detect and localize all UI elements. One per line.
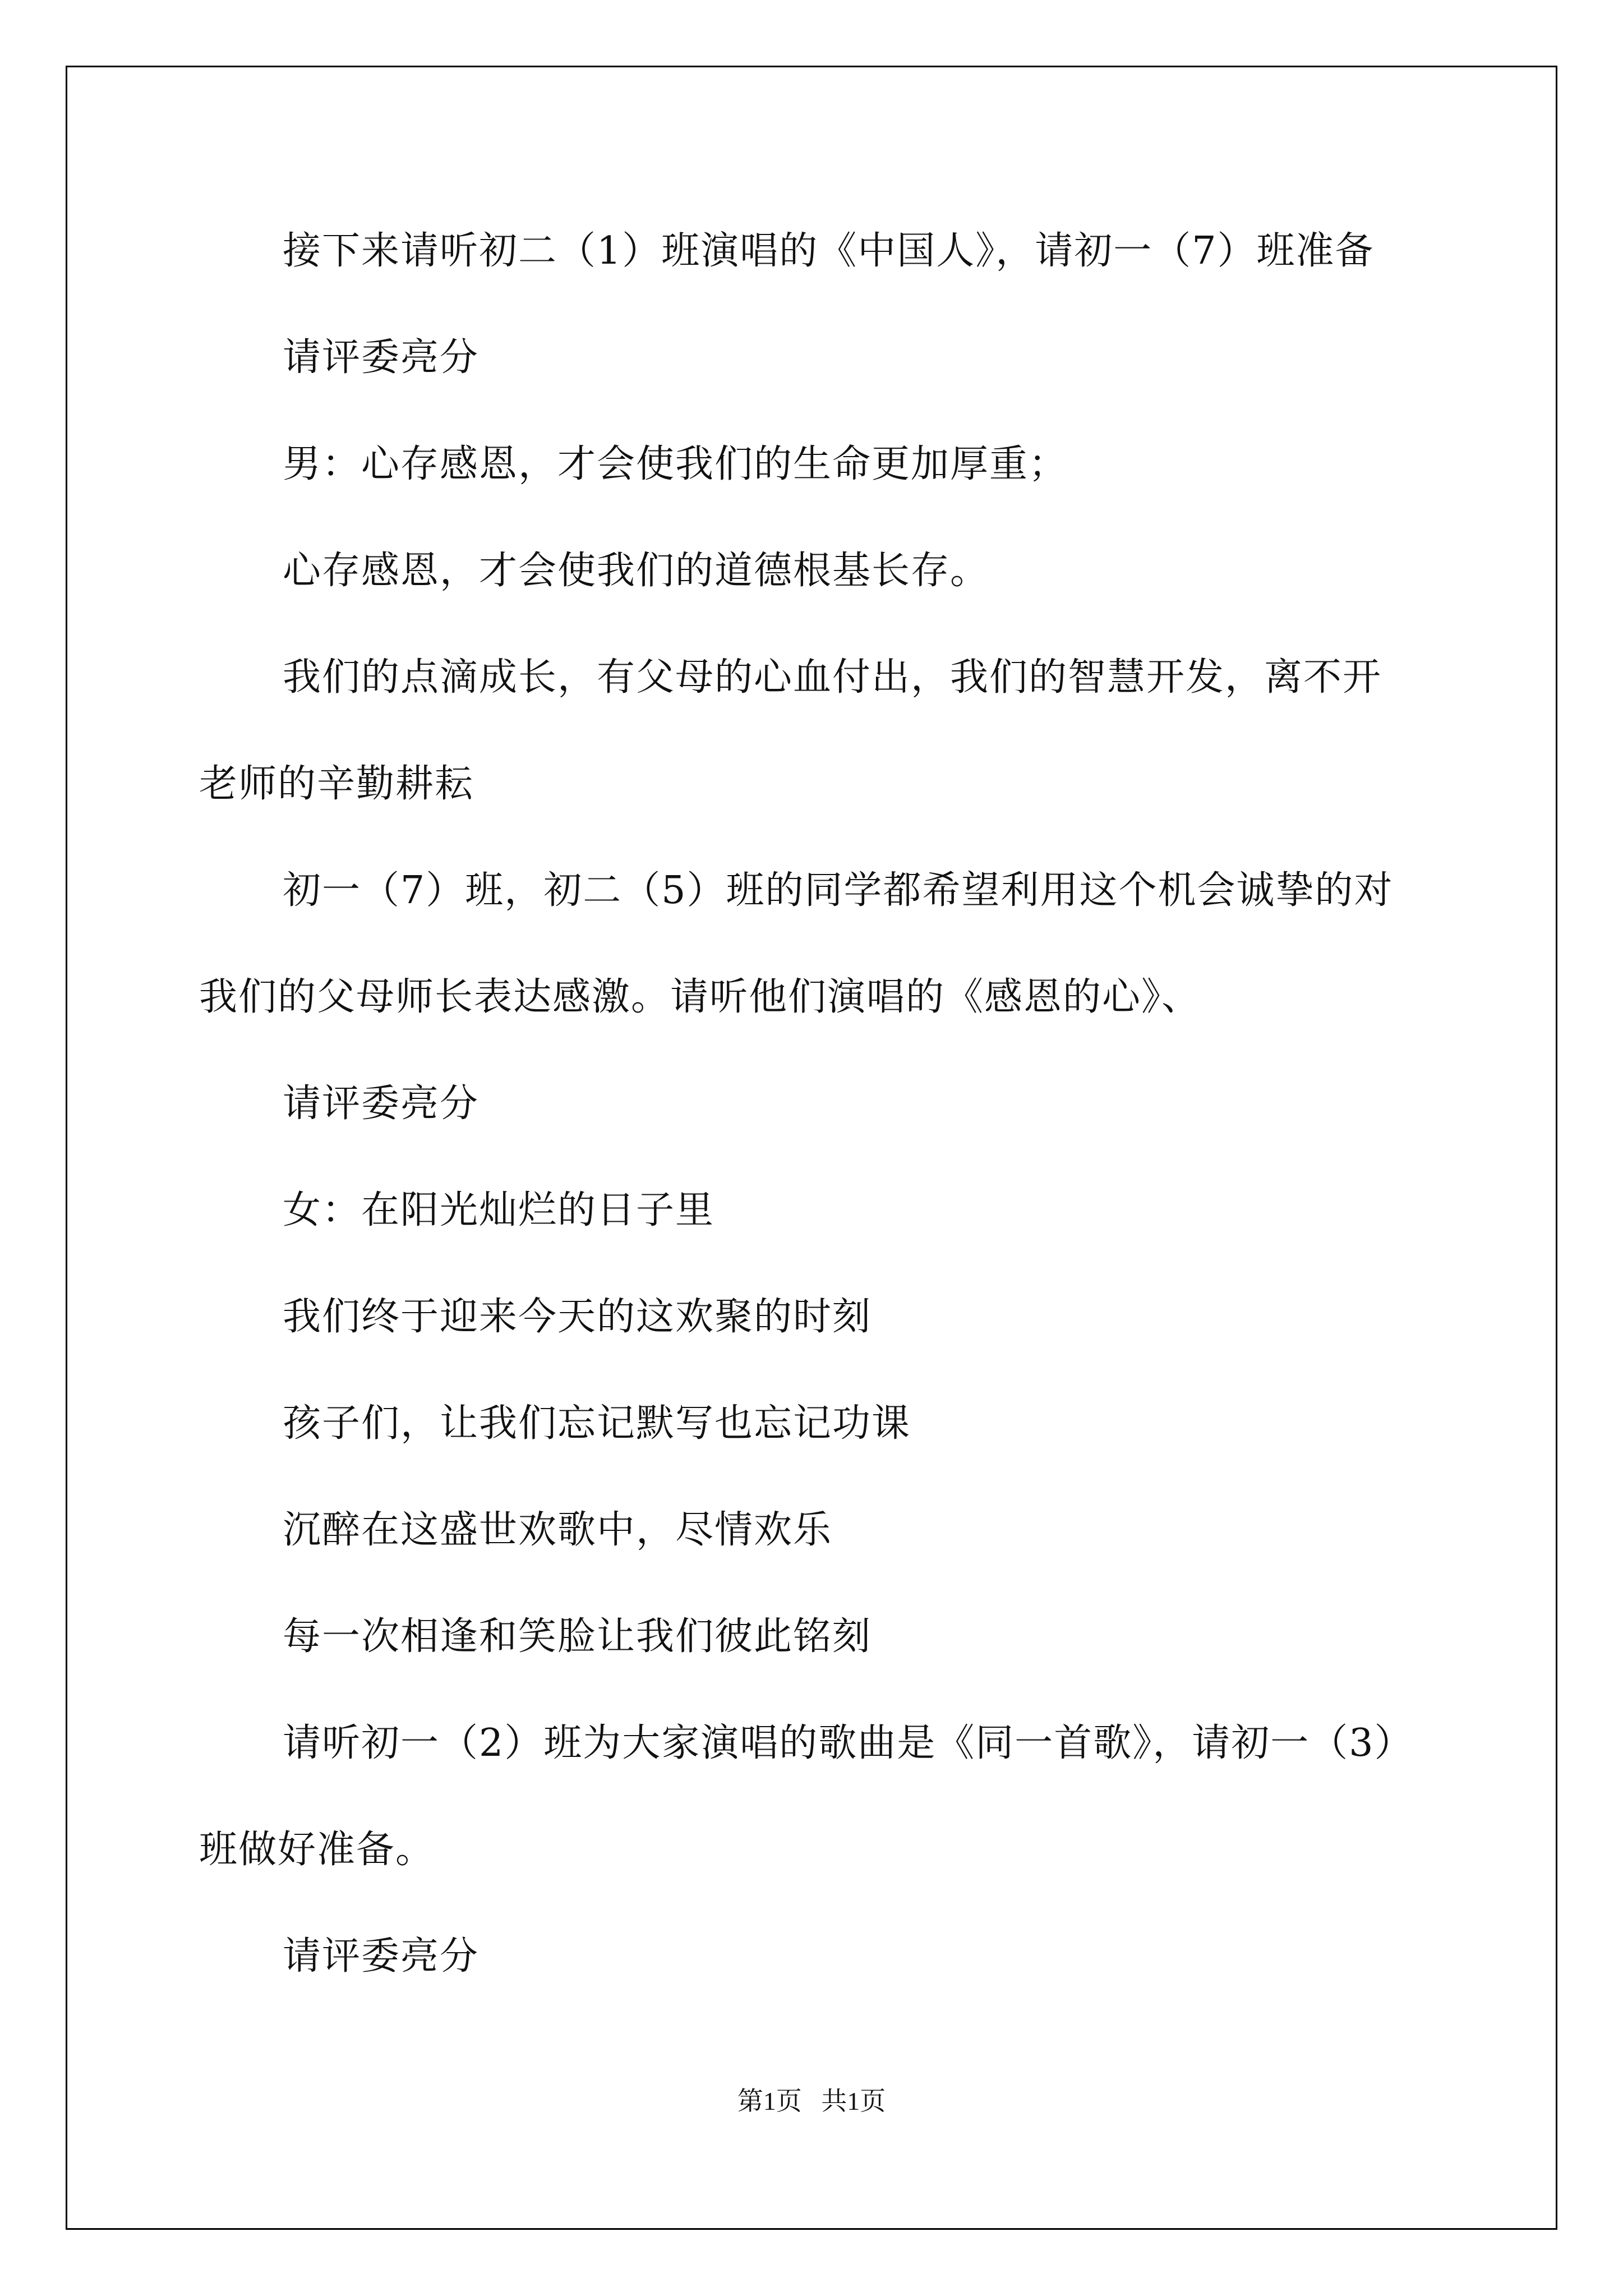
text-line: 请听初一（2）班为大家演唱的歌曲是《同一首歌》，请初一（3） — [283, 1721, 1414, 1765]
text-line: 心存感恩，才会使我们的道德根基长存。 — [283, 549, 990, 593]
text-line: 男：心存感恩，才会使我们的生命更加厚重； — [283, 442, 1068, 486]
text-line: 孩子们，让我们忘记默写也忘记功课 — [283, 1401, 911, 1446]
text-line: 每一次相逢和笑脸让我们彼此铭刻 — [283, 1614, 872, 1659]
text-line: 班做好准备。 — [199, 1828, 435, 1872]
text-line: 请评委亮分 — [283, 1082, 479, 1126]
text-line: 我们终于迎来今天的这欢聚的时刻 — [283, 1295, 872, 1339]
page-footer — [0, 2086, 1623, 2117]
text-line: 请评委亮分 — [283, 335, 479, 380]
text-line: 请评委亮分 — [283, 1934, 479, 1978]
text-line: 接下来请听初二（1）班演唱的《中国人》，请初一（7）班准备 — [283, 229, 1375, 273]
page-border — [66, 66, 1557, 2230]
page-total: 共1页 — [821, 2087, 886, 2115]
text-line: 老师的辛勤耕耘 — [199, 762, 474, 806]
text-line: 初一（7）班，初二（5）班的同学都希望利用这个机会诚挚的对 — [283, 868, 1394, 913]
page-number: 第1页 — [737, 2087, 802, 2115]
text-line: 我们的父母师长表达感激。请听他们演唱的《感恩的心》、 — [199, 975, 1201, 1019]
text-line: 女：在阳光灿烂的日子里 — [283, 1188, 715, 1232]
text-line: 沉醉在这盛世欢歌中，尽情欢乐 — [283, 1508, 833, 1552]
text-line: 我们的点滴成长，有父母的心血付出，我们的智慧开发，离不开 — [283, 655, 1382, 700]
